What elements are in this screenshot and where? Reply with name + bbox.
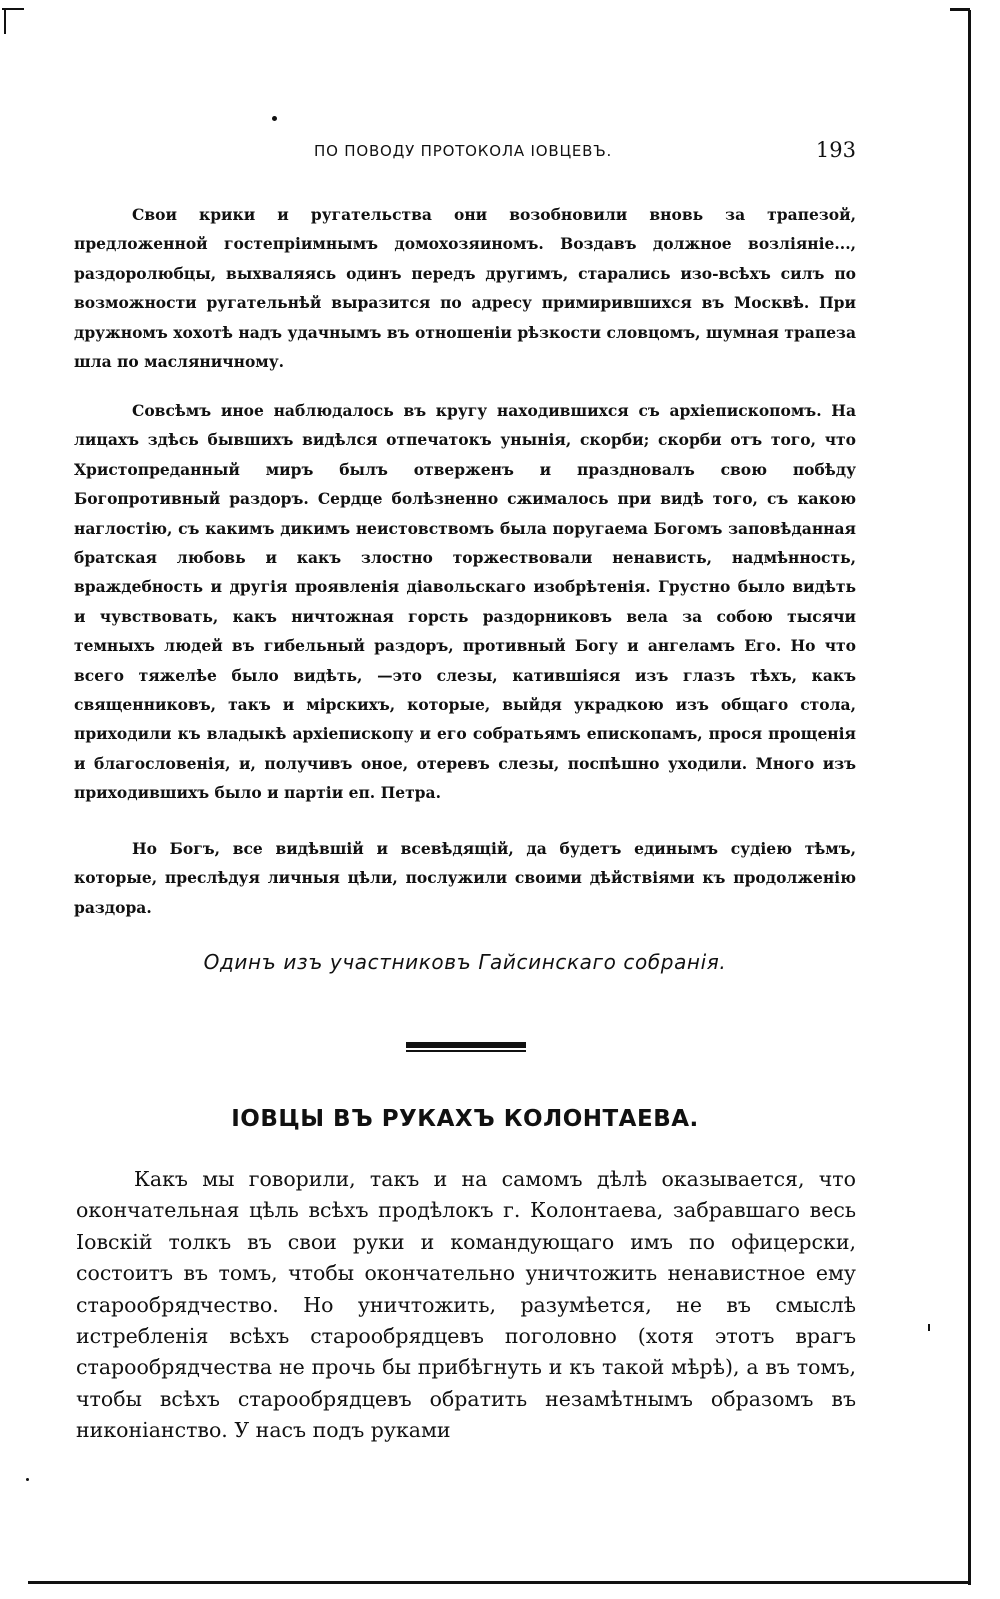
print-speck xyxy=(928,1324,930,1331)
running-head: ПО ПОВОДУ ПРОТОКОЛА IОВЦЕВЪ. xyxy=(314,142,613,160)
article-title: IОВЦЫ ВЪ РУКАХЪ КОЛОНТАЕВА. xyxy=(231,1106,699,1132)
print-speck xyxy=(272,116,277,121)
body-paragraph xyxy=(74,396,856,808)
separator-rule xyxy=(406,1050,526,1052)
page-edge-rule xyxy=(28,1581,970,1584)
page-edge-rule xyxy=(968,10,971,1585)
print-speck xyxy=(26,1478,29,1481)
separator-rule xyxy=(406,1042,526,1048)
page-number: 193 xyxy=(815,138,856,162)
corner-mark xyxy=(4,8,6,34)
paragraph-text: Совсѣмъ иное наблюдалось въ кругу находившихся съ архiепископомъ. На лицахъ здѣсь бывшихъ видѣлся отпечатокъ унынiя, скорби; скорби отъ того, что Христопреданный миръ былъ отверженъ и праздновалъ свою побѣду Богопротивный раздоръ. Сердце болѣзненно сжималось при видѣ того, съ какою наглостiю, съ какимъ дикимъ неистовствомъ была поругаема Богомъ заповѣданная братская любовь и какъ злостно торжествовали ненависть, надмѣнность, враждебность и другiя проявленiя дiавольскаго изобрѣтенiя. Грустно было видѣть и чувствовать, какъ ничтожная горсть раздорниковъ вела за собою тысячи темныхъ людей въ гибельный раздоръ, противный Богу и ангеламъ Его. Но что всего тяжелѣе было видѣть, —это слезы, катившiяся изъ глазъ тѣхъ, какъ священниковъ, такъ и мiрскихъ, которые, выйдя украдкою изъ общаго стола, приходили къ владыкѣ архiепископу и его собратьямъ епископамъ, прося прощенiя и благословенiя, и, получивъ оное, отеревъ слезы, поспѣшно уходили. Много изъ приходившихъ было и партiи еп. Петра. xyxy=(74,401,856,803)
body-paragraph xyxy=(74,200,856,376)
paragraph-text: Но Богъ, все видѣвшiй и всевѣдящiй, да будетъ единымъ судiею тѣмъ, которые, преслѣдуя личныя цѣли, послужили своими дѣйствiями къ продолженiю раздора. xyxy=(74,839,856,917)
section-separator xyxy=(406,1040,526,1052)
signature: Одинъ изъ участниковъ Гайсинскаго собранiя. xyxy=(203,950,727,974)
article-body xyxy=(76,1164,856,1447)
body-paragraph xyxy=(74,834,856,922)
paragraph-text: Свои крики и ругательства они возобновили вновь за трапезой, предложенной гостепрiимнымъ домохозяиномъ. Воздавъ должное возлiянiе..., раздоролюбцы, выхваляясь одинъ передъ другимъ, старались изо-всѣхъ силъ по возможности ругательнѣй выразится по адресу примирившихся въ Москвѣ. При дружномъ хохотѣ надъ удачнымъ въ отношенiи рѣзкости словцомъ, шумная трапеза шла по масляничному. xyxy=(74,205,856,372)
article-paragraph: Какъ мы говорили, такъ и на самомъ дѣлѣ оказывается, что окончательная цѣль всѣхъ продѣлокъ г. Колонтаева, забравшаго весь Iовскiй толкъ въ свои руки и командующаго имъ по офицерски, состоитъ въ томъ, чтобы окончательно уничтожить ненавистное ему старообрядчество. Но уничтожить, разумѣется, не въ смыслѣ истребленiя всѣхъ старообрядцевъ поголовно (хотя этотъ врагъ старообрядчества не прочь бы прибѣгнуть и къ такой мѣрѣ), а въ томъ, чтобы всѣхъ старообрядцевъ обратить незамѣтнымъ образомъ въ никонiанство. У насъ подъ руками xyxy=(76,1167,856,1443)
corner-mark xyxy=(950,8,970,11)
